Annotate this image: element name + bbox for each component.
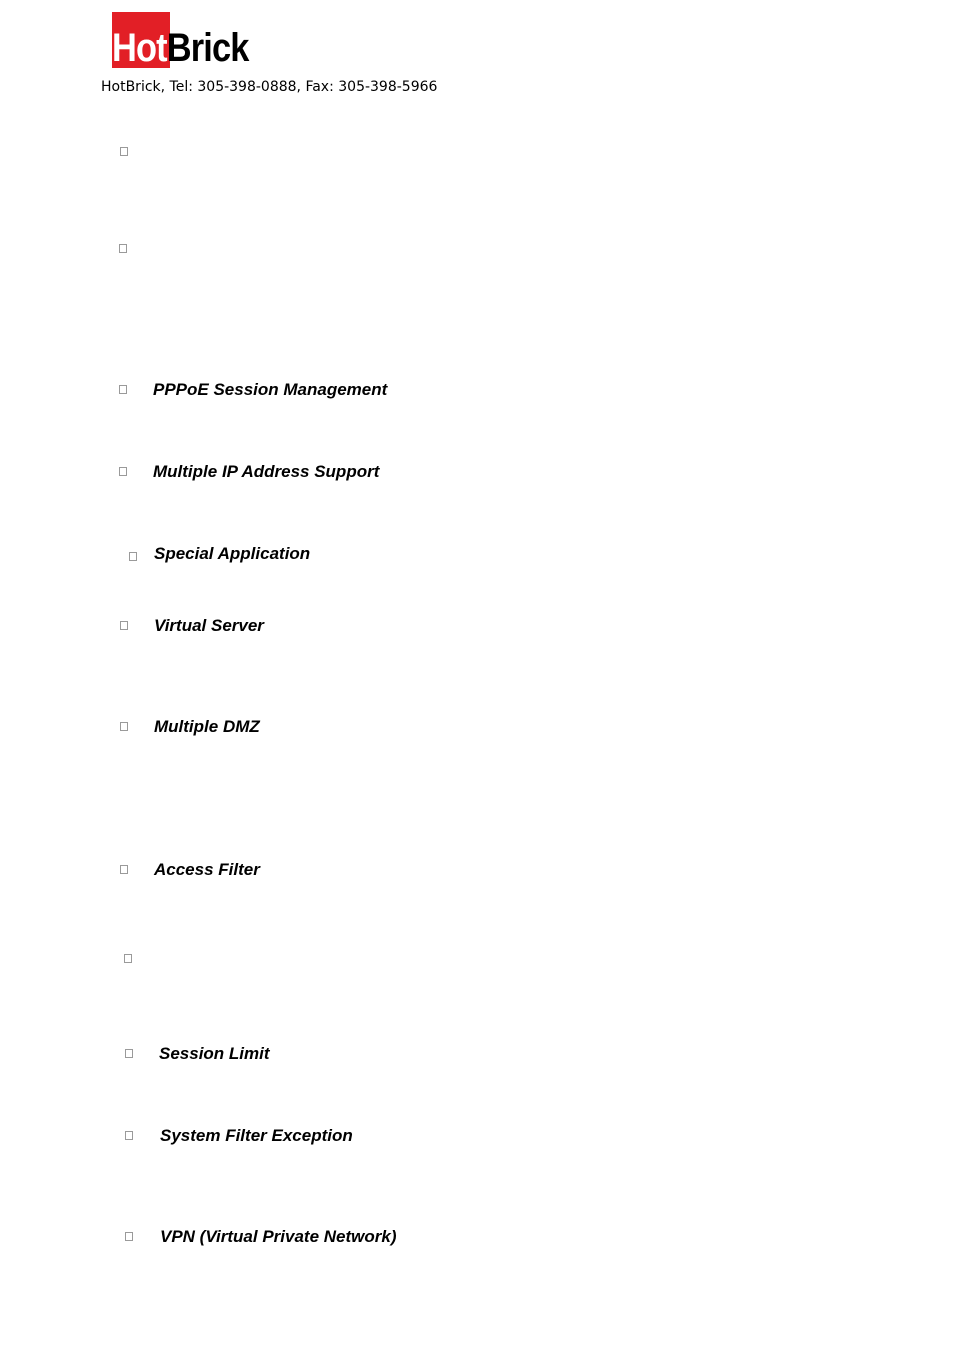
bullet-icon — [120, 621, 128, 630]
bullet-icon — [124, 954, 132, 963]
logo-brick-text: Brick — [166, 26, 249, 70]
feature-session-limit: Session Limit — [159, 1044, 270, 1063]
bullet-icon — [120, 147, 128, 156]
logo-wordmark — [112, 26, 248, 70]
feature-access-filter: Access Filter — [154, 860, 260, 879]
bullet-icon — [119, 244, 127, 253]
bullet-icon — [125, 1131, 133, 1140]
bullet-icon — [120, 865, 128, 874]
feature-special-application: Special Application — [154, 544, 311, 563]
bullet-icon — [125, 1049, 133, 1058]
contact-line: HotBrick, Tel: 305-398-0888, Fax: 305-398-5966 — [101, 79, 438, 95]
feature-multiple-dmz: Multiple DMZ — [154, 717, 260, 736]
feature-pppoe-session-management: PPPoE Session Management — [153, 380, 388, 399]
bullet-icon — [120, 722, 128, 731]
feature-multiple-ip-address-support: Multiple IP Address Support — [153, 462, 380, 481]
feature-system-filter-exception: System Filter Exception — [160, 1126, 353, 1145]
bullet-icon — [125, 1232, 133, 1241]
bullet-icon — [119, 467, 127, 476]
feature-virtual-server: Virtual Server — [154, 616, 264, 635]
feature-vpn: VPN (Virtual Private Network) — [160, 1227, 397, 1246]
hotbrick-logo — [112, 12, 257, 70]
bullet-icon — [129, 552, 137, 561]
bullet-icon — [119, 385, 127, 394]
logo-hot-text: Hot — [112, 26, 167, 70]
